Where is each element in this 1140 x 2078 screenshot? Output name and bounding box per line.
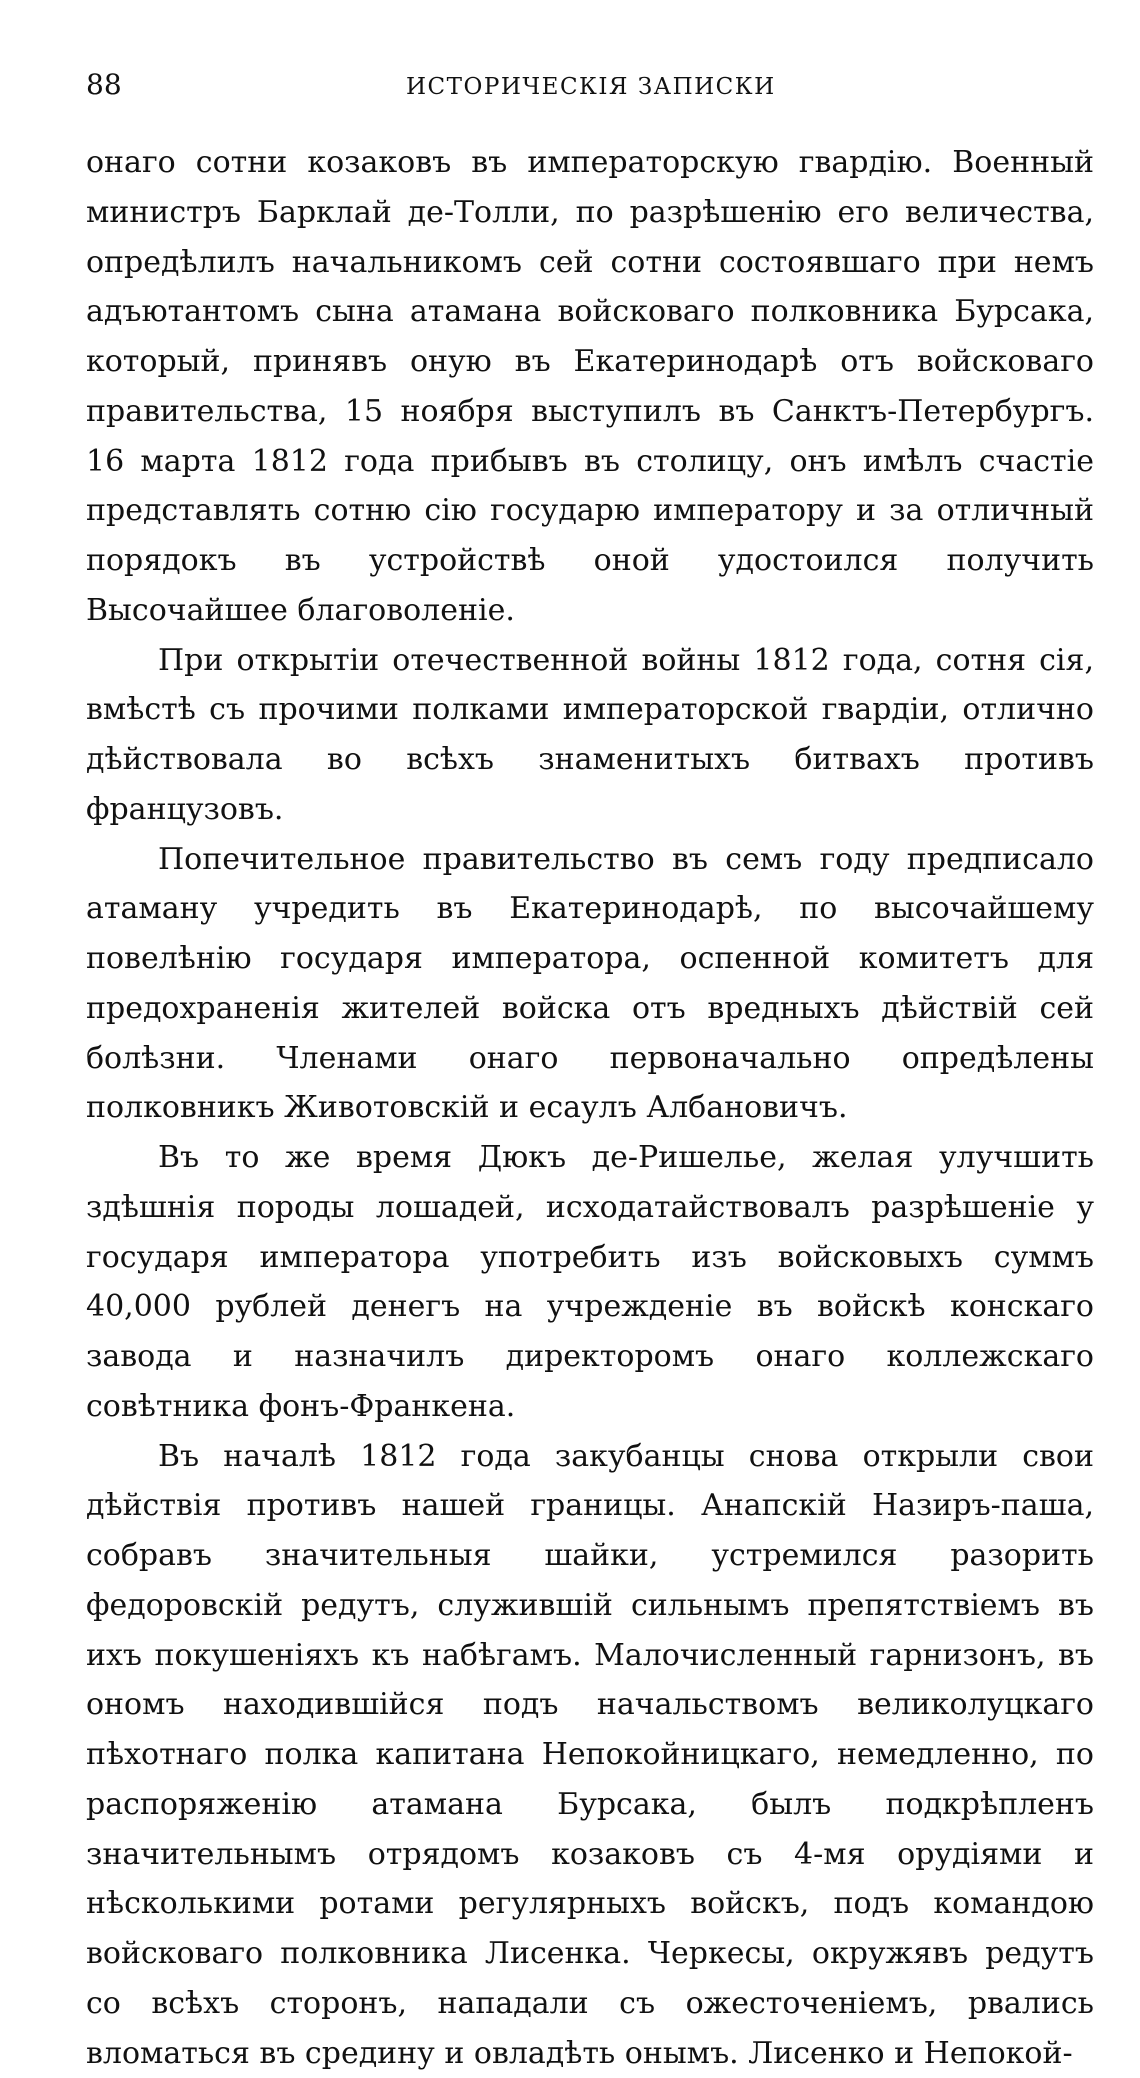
paragraph-4: Въ то же время Дюкъ де-Ришелье, желая улучшить здѣшнія породы лошадей, исходатайствовалъ разрѣшеніе у государя императора употребить изъ войсковыхъ суммъ 40,000 рублей денегъ на учрежденіе въ войскѣ конскаго завода и назначилъ директоромъ онаго коллежскаго совѣтника фонъ-Франкена. bbox=[86, 1133, 1094, 1432]
paragraph-1: онаго сотни козаковъ въ императорскую гвардію. Военный министръ Барклай де-Толли, по разрѣшенію его величества, опредѣлилъ начальникомъ сей сотни состоявшаго при немъ адъютантомъ сына атамана войсковаго полковника Бурсака, который, принявъ оную въ Екатеринодарѣ отъ войсковаго правительства, 15 ноября выступилъ въ Санктъ-Петербургъ. 16 марта 1812 года прибывъ въ столицу, онъ имѣлъ счастіе представлять сотню сію государю императору и за отличный порядокъ въ устройствѣ оной удостоился получить Высочайшее благоволеніе. bbox=[86, 138, 1094, 636]
page-number: 88 bbox=[86, 68, 122, 102]
running-title: ИСТОРИЧЕСКІЯ ЗАПИСКИ bbox=[406, 72, 776, 102]
paragraph-5: Въ началѣ 1812 года закубанцы снова открыли свои дѣйствія противъ нашей границы. Анапскій Назиръ-паша, собравъ значительныя шайки, устремился разорить федоровскій редутъ, служившій сильнымъ препятствіемъ въ ихъ покушеніяхъ къ набѣгамъ. Малочисленный гарнизонъ, въ ономъ находившійся подъ начальствомъ великолуцкаго пѣхотнаго полка капитана Непокойницкаго, немедленно, по распоряженію атамана Бурсака, былъ подкрѣпленъ значительнымъ отрядомъ козаковъ съ 4-мя орудіями и нѣсколькими ротами регулярныхъ войскъ, подъ командою войсковаго полковника Лисенка. Черкесы, окружявъ редутъ со всѣхъ сторонъ, нападали съ ожесточеніемъ, рвались вломаться въ средину и овладѣть онымъ. Лисенко и Непокой- bbox=[86, 1432, 1094, 2078]
paragraph-3: Попечительное правительство въ семъ году предписало атаману учредить въ Екатеринодарѣ, по высочайшему повелѣнію государя императора, оспенной комитетъ для предохраненія жителей войска отъ вредныхъ дѣйствій сей болѣзни. Членами онаго первоначально опредѣлены полковникъ Животовскій и есаулъ Албановичъ. bbox=[86, 835, 1094, 1134]
running-head bbox=[86, 68, 1086, 108]
body-text bbox=[86, 138, 1094, 2078]
paragraph-2: При открытіи отечественной войны 1812 года, сотня сія, вмѣстѣ съ прочими полками императорской гвардіи, отлично дѣйствовала во всѣхъ знаменитыхъ битвахъ противъ французовъ. bbox=[86, 636, 1094, 835]
